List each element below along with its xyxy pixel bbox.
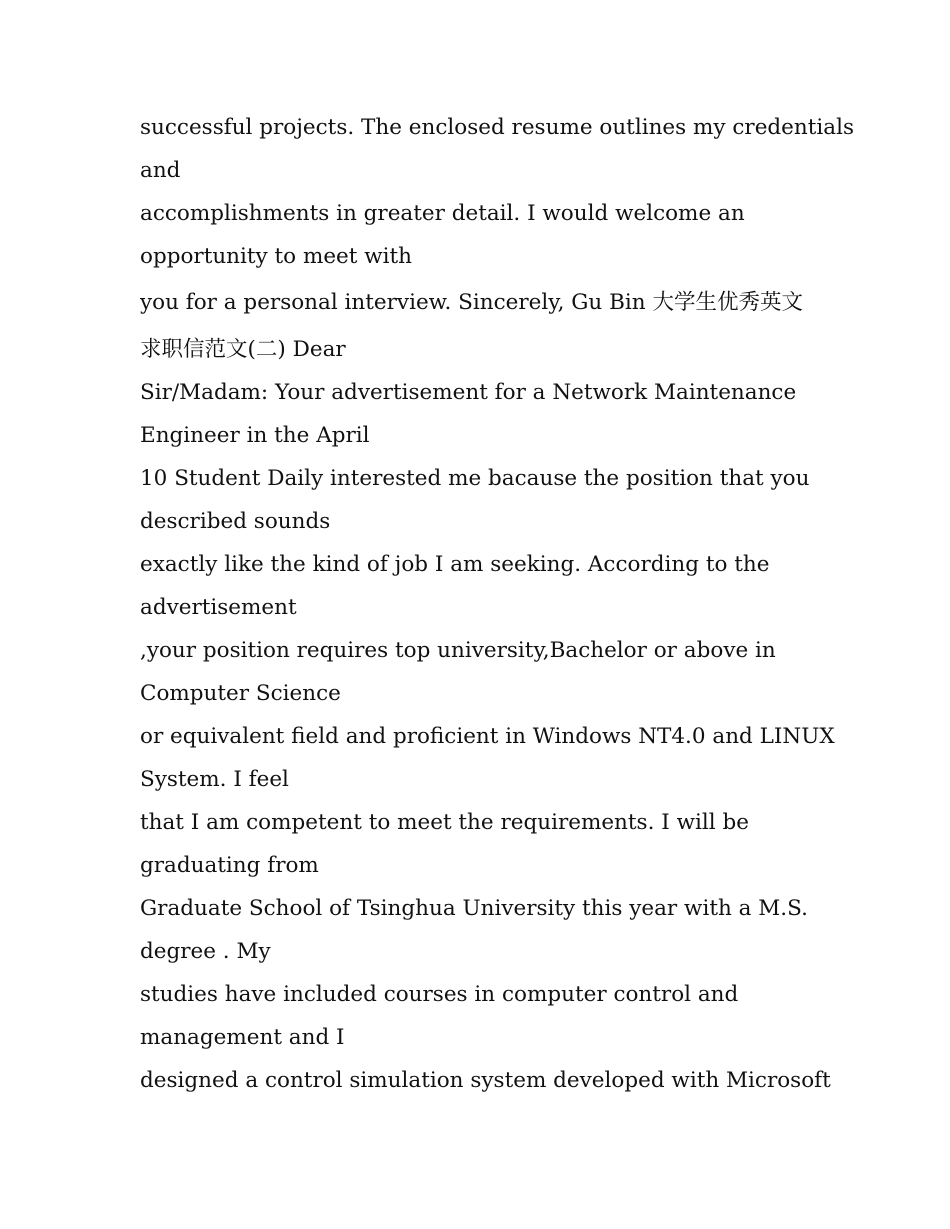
text-line: designed a control simulation system developed with Microsoft [140,1068,831,1093]
text-line: successful projects. The enclosed resume outlines my credentials [140,115,854,140]
text-line: System. I feel [140,767,289,792]
text-line: Computer Science [140,681,341,706]
text-line: degree . My [140,939,271,964]
text-line: Graduate School of Tsinghua University this year with a M.S. [140,896,808,921]
text-line: or equivalent field and proficient in Windows NT4.0 and LINUX [140,724,835,749]
text-line: opportunity to meet with [140,244,413,269]
text-line: management and I [140,1025,345,1050]
text-line: Engineer in the April [140,423,370,448]
text-line: 10 Student Daily interested me bacause the position that you [140,466,810,491]
text-line: accomplishments in greater detail. I would welcome an [140,201,745,226]
text-line: studies have included courses in computer control and [140,982,739,1007]
text-line: Sir/Madam: Your advertisement for a Network Maintenance [140,380,797,405]
text-line: graduating from [140,853,319,878]
letter-body [140,106,854,1102]
text-line: advertisement [140,595,297,620]
text-line: that I am competent to meet the requirements. I will be [140,810,749,835]
text-line: you for a personal interview. Sincerely, Gu Bin 大学生优秀英文 [140,290,803,315]
text-line: and [140,158,181,183]
text-line: described sounds [140,509,331,534]
text-line: exactly like the kind of job I am seeking. According to the [140,552,770,577]
text-line: ,your position requires top university,Bachelor or above in [140,638,776,663]
text-line: 求职信范文(二) Dear [140,337,346,362]
